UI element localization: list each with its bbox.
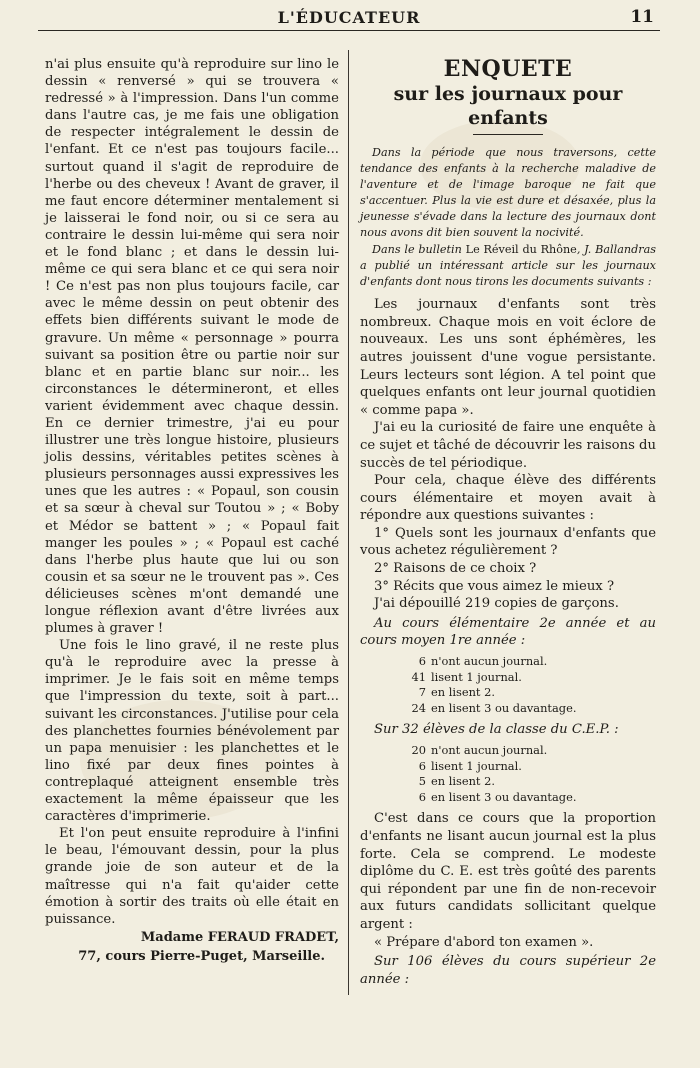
stats-row — [408, 774, 656, 790]
stats-count: 5 — [418, 774, 426, 789]
stats-list — [408, 654, 656, 716]
stats-count: 41 — [411, 669, 426, 684]
journal-title: L'ÉDUCATEUR — [277, 8, 421, 27]
stats-row — [408, 685, 656, 701]
article-paragraph: n'ai plus ensuite qu'à reproduire sur lino le dessin « renversé » qui se trouvera « redressé » à l'impression. Dans l'un comme dans l'autre cas, je me fais une obligation de respecter intégralement le dessin de l'enfant. Et ce n'est pas toujours facile... surtout quand il s'agit de reproduire de l'herbe ou des cheveux ! Avant de graver, il me faut encore déterminer mentalement si je laisserai le fond noir, ou si ce sera au contraire le dessin lui-même qui sera noir et le fond blanc ; et dans le dessin lui-même ce qui sera blanc et ce qui sera noir ! Ce n'est pas non plus toujours facile, car avec le même dessin on peut obtenir des effets bien différents suivant le mode de gravure. Un même « personnage » pourra suivant sa position être ou partie noir sur blanc et en partie blanc sur noir... les circonstances le détermineront, et elles varient évidemment avec chaque dessin. En ce dernier trimestre, j'ai eu pour illustrer une très longue histoire, plusieurs jolis dessins, véritables petites scènes à plusieurs personnages aussi expressives les unes que les autres : « Popaul, son cousin et sa sœur à cheval sur Toutou » ; « Boby et Médor se battent » ; « Popaul fait manger les poules » ; « Popaul est caché dans l'herbe plus haute que lui ou son cousin et sa sœur ne le trouvent pas ». Ces délicieuses scènes m'ont demandé une longue réflexion avant d'être livrées aux plumes à graver ! — [45, 57, 339, 637]
stats-label: en lisent 3 ou davantage. — [431, 789, 577, 804]
article-paragraph: C'est dans ce cours que la proportion d'enfants ne lisant aucun journal est la plus forte. Cela se comprend. Le modeste diplôme du C. E. est très goûté des parents qui répondent par une fin de non-recevoir aux futurs candidats sollicitant quelque argent : — [360, 811, 656, 932]
stats-label: n'ont aucun journal. — [431, 654, 548, 669]
column-divider — [348, 50, 349, 995]
page-number: 11 — [630, 7, 654, 27]
stats-row — [408, 670, 656, 686]
group-heading: Au cours élémentaire 2e année et au cours moyen 1re année : — [360, 615, 656, 649]
survey-question: 1° Quels sont les journaux d'enfants que vous achetez régulièrement ? — [360, 525, 656, 559]
stats-row — [408, 759, 656, 775]
article-paragraph: Une fois le lino gravé, il ne reste plus qu'à le reproduire avec la presse à imprimer. Je le fais soit en même temps que l'impression du texte, soit à part... suivant les circonstances. J'utilise pour cela des planchettes fournies bénévolement par un papa menuisier : les planchettes et le lino fixé par deux fines pointes à contreplaqué atteignent ensemble très exactement la même épaisseur que les caractères d'imprimerie. — [45, 638, 339, 825]
stats-list — [408, 743, 656, 805]
stats-label: lisent 1 journal. — [431, 669, 522, 684]
intro-paragraph — [360, 242, 656, 290]
stats-count: 7 — [418, 685, 426, 700]
stats-label: lisent 1 journal. — [431, 758, 522, 773]
stats-count: 6 — [418, 789, 426, 804]
running-head — [38, 8, 660, 31]
stats-label: en lisent 2. — [431, 774, 495, 789]
author-name: Madame FERAUD FRADET, — [140, 929, 339, 945]
bulletin-name: Le Réveil du Rhône — [465, 243, 577, 257]
stats-count: 6 — [418, 654, 426, 669]
stats-label: n'ont aucun journal. — [431, 743, 548, 757]
survey-question: 2° Raisons de ce choix ? — [374, 561, 537, 577]
article-paragraph: Pour cela, chaque élève des différents cours élémentaire et moyen avait à répondre aux questions suivantes : — [360, 473, 656, 524]
article-paragraph: J'ai eu la curiosité de faire une enquête à ce sujet et tâché de découvrir les raisons du succès de tel périodique. — [360, 420, 656, 471]
stats-row — [408, 743, 656, 759]
stats-count: 20 — [411, 743, 426, 757]
intro-paragraph: Dans la période que nous traversons, cette tendance des enfants à la recherche maladive de l'aventure et de l'image baroque ne fait que s'accentuer. Plus la vie est dure et désaxée, plus la jeunesse s'évade dans la lecture des journaux dont nous avons dit bien souvent la nocivité. — [360, 146, 656, 239]
intro-text: Dans le bulletin — [372, 243, 466, 257]
stats-row — [408, 654, 656, 670]
group-heading: Sur 106 élèves du cours supérieur 2e année : — [360, 954, 656, 987]
intro-text: , J. Ballandras a publié un intéressant article sur les journaux d'enfants dont nous tirons les documents suivants : — [360, 243, 656, 289]
article-paragraph: Et l'on peut ensuite reproduire à l'infini le beau, l'émouvant dessin, pour la plus grande joie de son auteur et de la maîtresse qui n'a fait qu'aider cette émotion à sortir des traits où elle était en puissance. — [45, 826, 339, 927]
author-address: 77, cours Pierre-Puget, Marseille. — [78, 948, 325, 964]
article-subtitle: sur les journaux pour enfants — [393, 83, 623, 129]
stats-count: 24 — [411, 700, 426, 715]
stats-label: en lisent 3 ou davantage. — [431, 700, 577, 715]
stats-label: en lisent 2. — [431, 685, 495, 700]
group-heading: Sur 32 élèves de la classe du C.E.P. : — [374, 722, 619, 738]
stats-count: 6 — [418, 758, 426, 773]
editorial-intro — [360, 145, 656, 290]
stats-row — [408, 790, 656, 806]
left-column — [45, 56, 339, 966]
article-title: ENQUETE — [443, 56, 573, 82]
title-rule — [473, 134, 543, 135]
article-paragraph: Les journaux d'enfants sont très nombreux. Chaque mois en voit éclore de nouveaux. Les uns sont éphémères, les autres jouissent d'une vogue persistante. Leurs lecteurs sont légion. A tel point que quelques enfants ont leur journal quotidien « comme papa ». — [360, 297, 656, 418]
right-column — [360, 56, 656, 988]
survey-question: 3° Récits que vous aimez le mieux ? — [374, 578, 615, 594]
stats-row — [408, 701, 656, 717]
quoted-line: « Prépare d'abord ton examen ». — [374, 934, 594, 950]
article-paragraph: J'ai dépouillé 219 copies de garçons. — [374, 596, 619, 612]
